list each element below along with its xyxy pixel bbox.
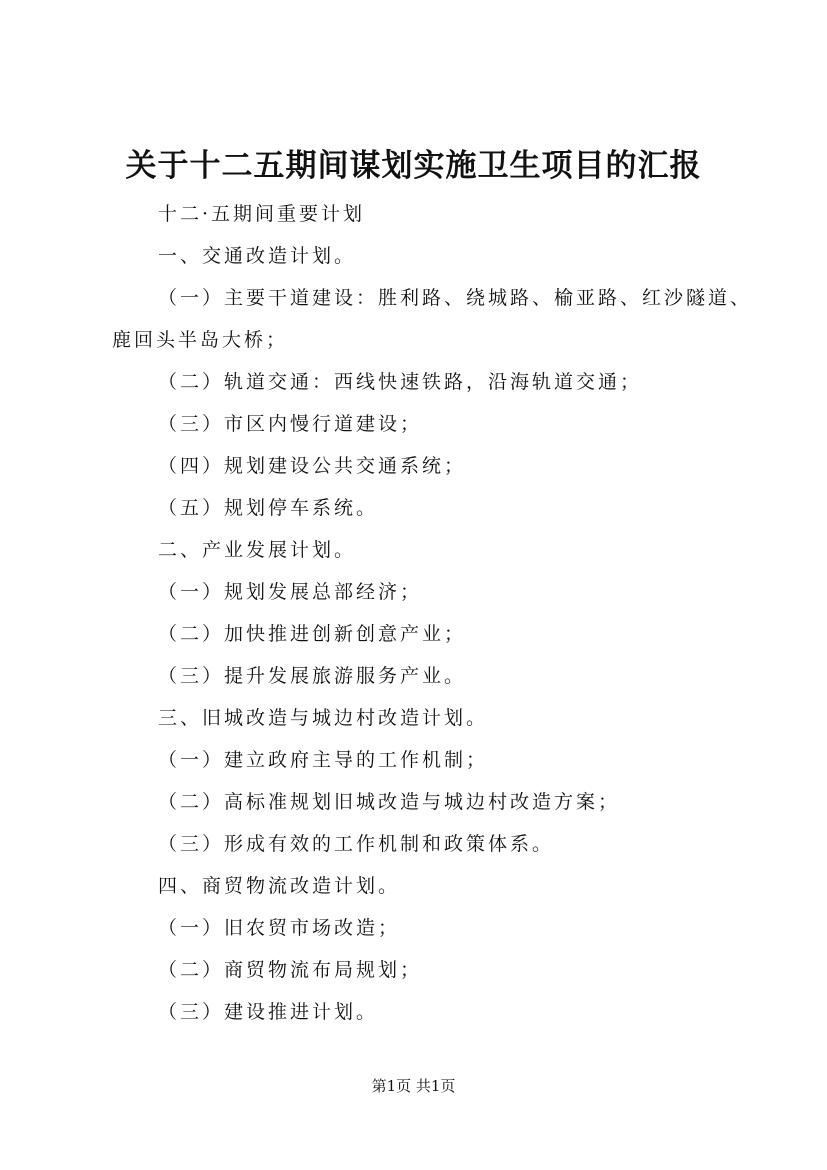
list-item: （二）加快推进创新创意产业； bbox=[158, 623, 467, 645]
section-heading: 十二·五期间重要计划 bbox=[158, 203, 366, 225]
list-item: （四）规划建设公共交通系统； bbox=[158, 455, 467, 477]
list-item: （三）市区内慢行道建设； bbox=[158, 413, 423, 435]
section-heading: 四、商贸物流改造计划。 bbox=[158, 875, 401, 897]
list-item: （三）形成有效的工作机制和政策体系。 bbox=[158, 833, 555, 855]
list-item: （二）商贸物流布局规划； bbox=[158, 959, 423, 981]
section-heading: 三、旧城改造与城边村改造计划。 bbox=[158, 707, 489, 729]
document-title: 关于十二五期间谋划实施卫生项目的汇报 bbox=[125, 148, 702, 184]
list-item-continuation: 鹿回头半岛大桥； bbox=[112, 329, 289, 351]
list-item: （二）轨道交通：西线快速铁路，沿海轨道交通； bbox=[158, 371, 643, 393]
list-item: （三）建设推进计划。 bbox=[158, 1001, 379, 1023]
list-item: （三）提升发展旅游服务产业。 bbox=[158, 665, 467, 687]
list-item: （二）高标准规划旧城改造与城边村改造方案； bbox=[158, 791, 621, 813]
list-item: （一）旧农贸市场改造； bbox=[158, 917, 401, 939]
list-item: （一）规划发展总部经济； bbox=[158, 581, 423, 603]
page-footer: 第1页 共1页 bbox=[371, 1077, 456, 1095]
list-item: （一）主要干道建设：胜利路、绕城路、榆亚路、红沙隧道、 bbox=[158, 287, 753, 309]
section-heading: 二、产业发展计划。 bbox=[158, 539, 357, 561]
list-item: （一）建立政府主导的工作机制； bbox=[158, 749, 489, 771]
list-item: （五）规划停车系统。 bbox=[158, 497, 379, 519]
section-heading: 一、交通改造计划。 bbox=[158, 245, 357, 267]
